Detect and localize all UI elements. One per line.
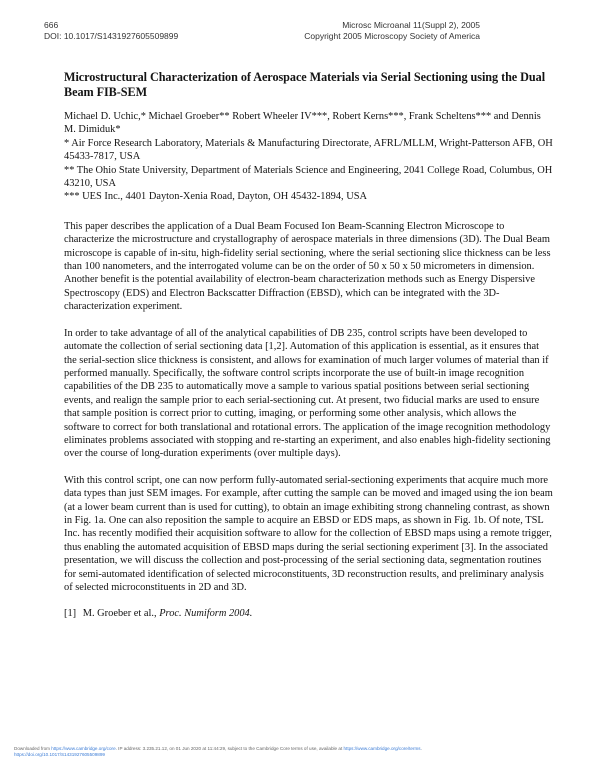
reference-source: Proc. Numiform 2004. [159,608,253,620]
affiliation-1: * Air Force Research Laboratory, Materials & Manufacturing Directorate, AFRL/MLLM, Wright-Patterson AFB, OH 45433-7817, USA [64,137,553,163]
page-number: 666 [44,20,59,30]
reference-number: [1] [64,608,77,620]
footer-terms-suffix: . [420,746,422,751]
paragraph-intro: This paper describes the application of a Dual Beam Focused Ion Beam-Scanning Electron Microscope to characterize the microstructure and crystallography of aerospace materials in three dimensions (3D). The Dual Beam microscope is capable of in-situ, high-fidelity serial sectioning, where the serial sectioning slice thickness can be less than 100 nanometers, and the interrogated volume can be on the order of 50 x 50 x 50 micrometers in dimension. Another benefit is the potential availability of electron-beam characterization methods such as Energy Dispersive Spectroscopy (EDS) and Electron Backscatter Diffraction (EBSD), which can be integrated with the 3D-characterization experiment. [64,220,551,313]
author-list: Michael D. Uchic,* Michael Groeber** Robert Wheeler IV***, Robert Kerns***, Frank Scheltens*** and Dennis M. Dimiduk* [64,111,541,136]
header-right [44,20,480,41]
download-footer [14,746,594,758]
reference-item [64,607,554,620]
footer-access-info: . IP address: 3.235.21.12, on 01 Jun 2020 at 11:44:29, subject to the Cambridge Core terms of use, available at [115,746,344,751]
paper-title: Microstructural Characterization of Aerospace Materials via Serial Sectioning using the Dual Beam FIB-SEM [64,70,546,99]
affiliation-3: *** UES Inc., 4401 Dayton-Xenia Road, Dayton, OH 45432-1894, USA [64,191,368,203]
abstract [64,220,554,595]
doi-text: DOI: 10.1017/S1431927605509899 [44,30,179,41]
cambridge-core-link[interactable]: https://www.cambridge.org/core [51,746,116,751]
paragraph-control-script: With this control script, one can now perform fully-automated serial-sectioning experiments that acquire much more data types than just SEM images. For example, after cutting the sample can be moved and imaged using the ion beam (at a lower beam current than is used for cutting), to obtain an image exhibiting strong channeling contrast, as shown in Fig. 1a. One can also reposition the sample to acquire an EBSD or EDS maps, as shown in Fig. 1b. Of note, TSL Inc. has recently modified their acquisition software to allow for the collection of EBSD maps using a remote trigger, thus enabling the automated acquisition of EBSD maps during the serial sectioning experiment [3]. In the associated presentation, we will discuss the collection and post-processing of the serial sectioning data, segmentation routines for semi-automated identification of selected microconstituents, 3D reconstruction results, and preliminary analysis of selected microconstituents in 2D and 3D. [64,474,553,593]
doi-link[interactable]: https://doi.org/10.1017/S1431927605509899 [14,752,105,757]
reference-list [64,607,554,620]
reference-authors: M. Groeber et al., [82,608,160,620]
affiliation-2: ** The Ohio State University, Department of Materials Science and Engineering, 2041 College Road, Columbus, OH 43210, USA [64,164,553,190]
journal-citation: Microsc Microanal 11(Suppl 2), 2005 [342,20,480,30]
terms-of-use-link[interactable]: https://www.cambridge.org/core/terms [343,746,421,751]
paper-body [64,70,554,621]
copyright-notice: Copyright 2005 Microscopy Society of America [304,30,480,41]
paragraph-automation: In order to take advantage of all of the analytical capabilities of DB 235, control scripts have been developed to automate the collection of serial sectioning data [1,2]. Automation of this application is essential, as it ensures that the serial-section slice thickness is consistent, and allows for examination of much larger volumes of material than if performed manually. Specifically, the software control scripts incorporate the use of built-in image recognition capabilities of the DB 235 to automatically move a sample to various spatial positions between serial sectioning events, and realign the sample prior to each serial-sectioning cut. At present, two fiducial marks are used to ensure that sample position is correct prior to cutting, imaging, or performing some other analysis, which allows the software to correct for both translational and rotational errors. The application of the image recognition methodology eliminates problems associated with stopping and re-starting an experiment, and also enables high-fidelity sectioning over the course of long-duration experiments (over multiple days). [64,327,551,460]
footer-downloaded-text: Downloaded from [14,746,52,751]
footer-line-2 [14,752,594,758]
